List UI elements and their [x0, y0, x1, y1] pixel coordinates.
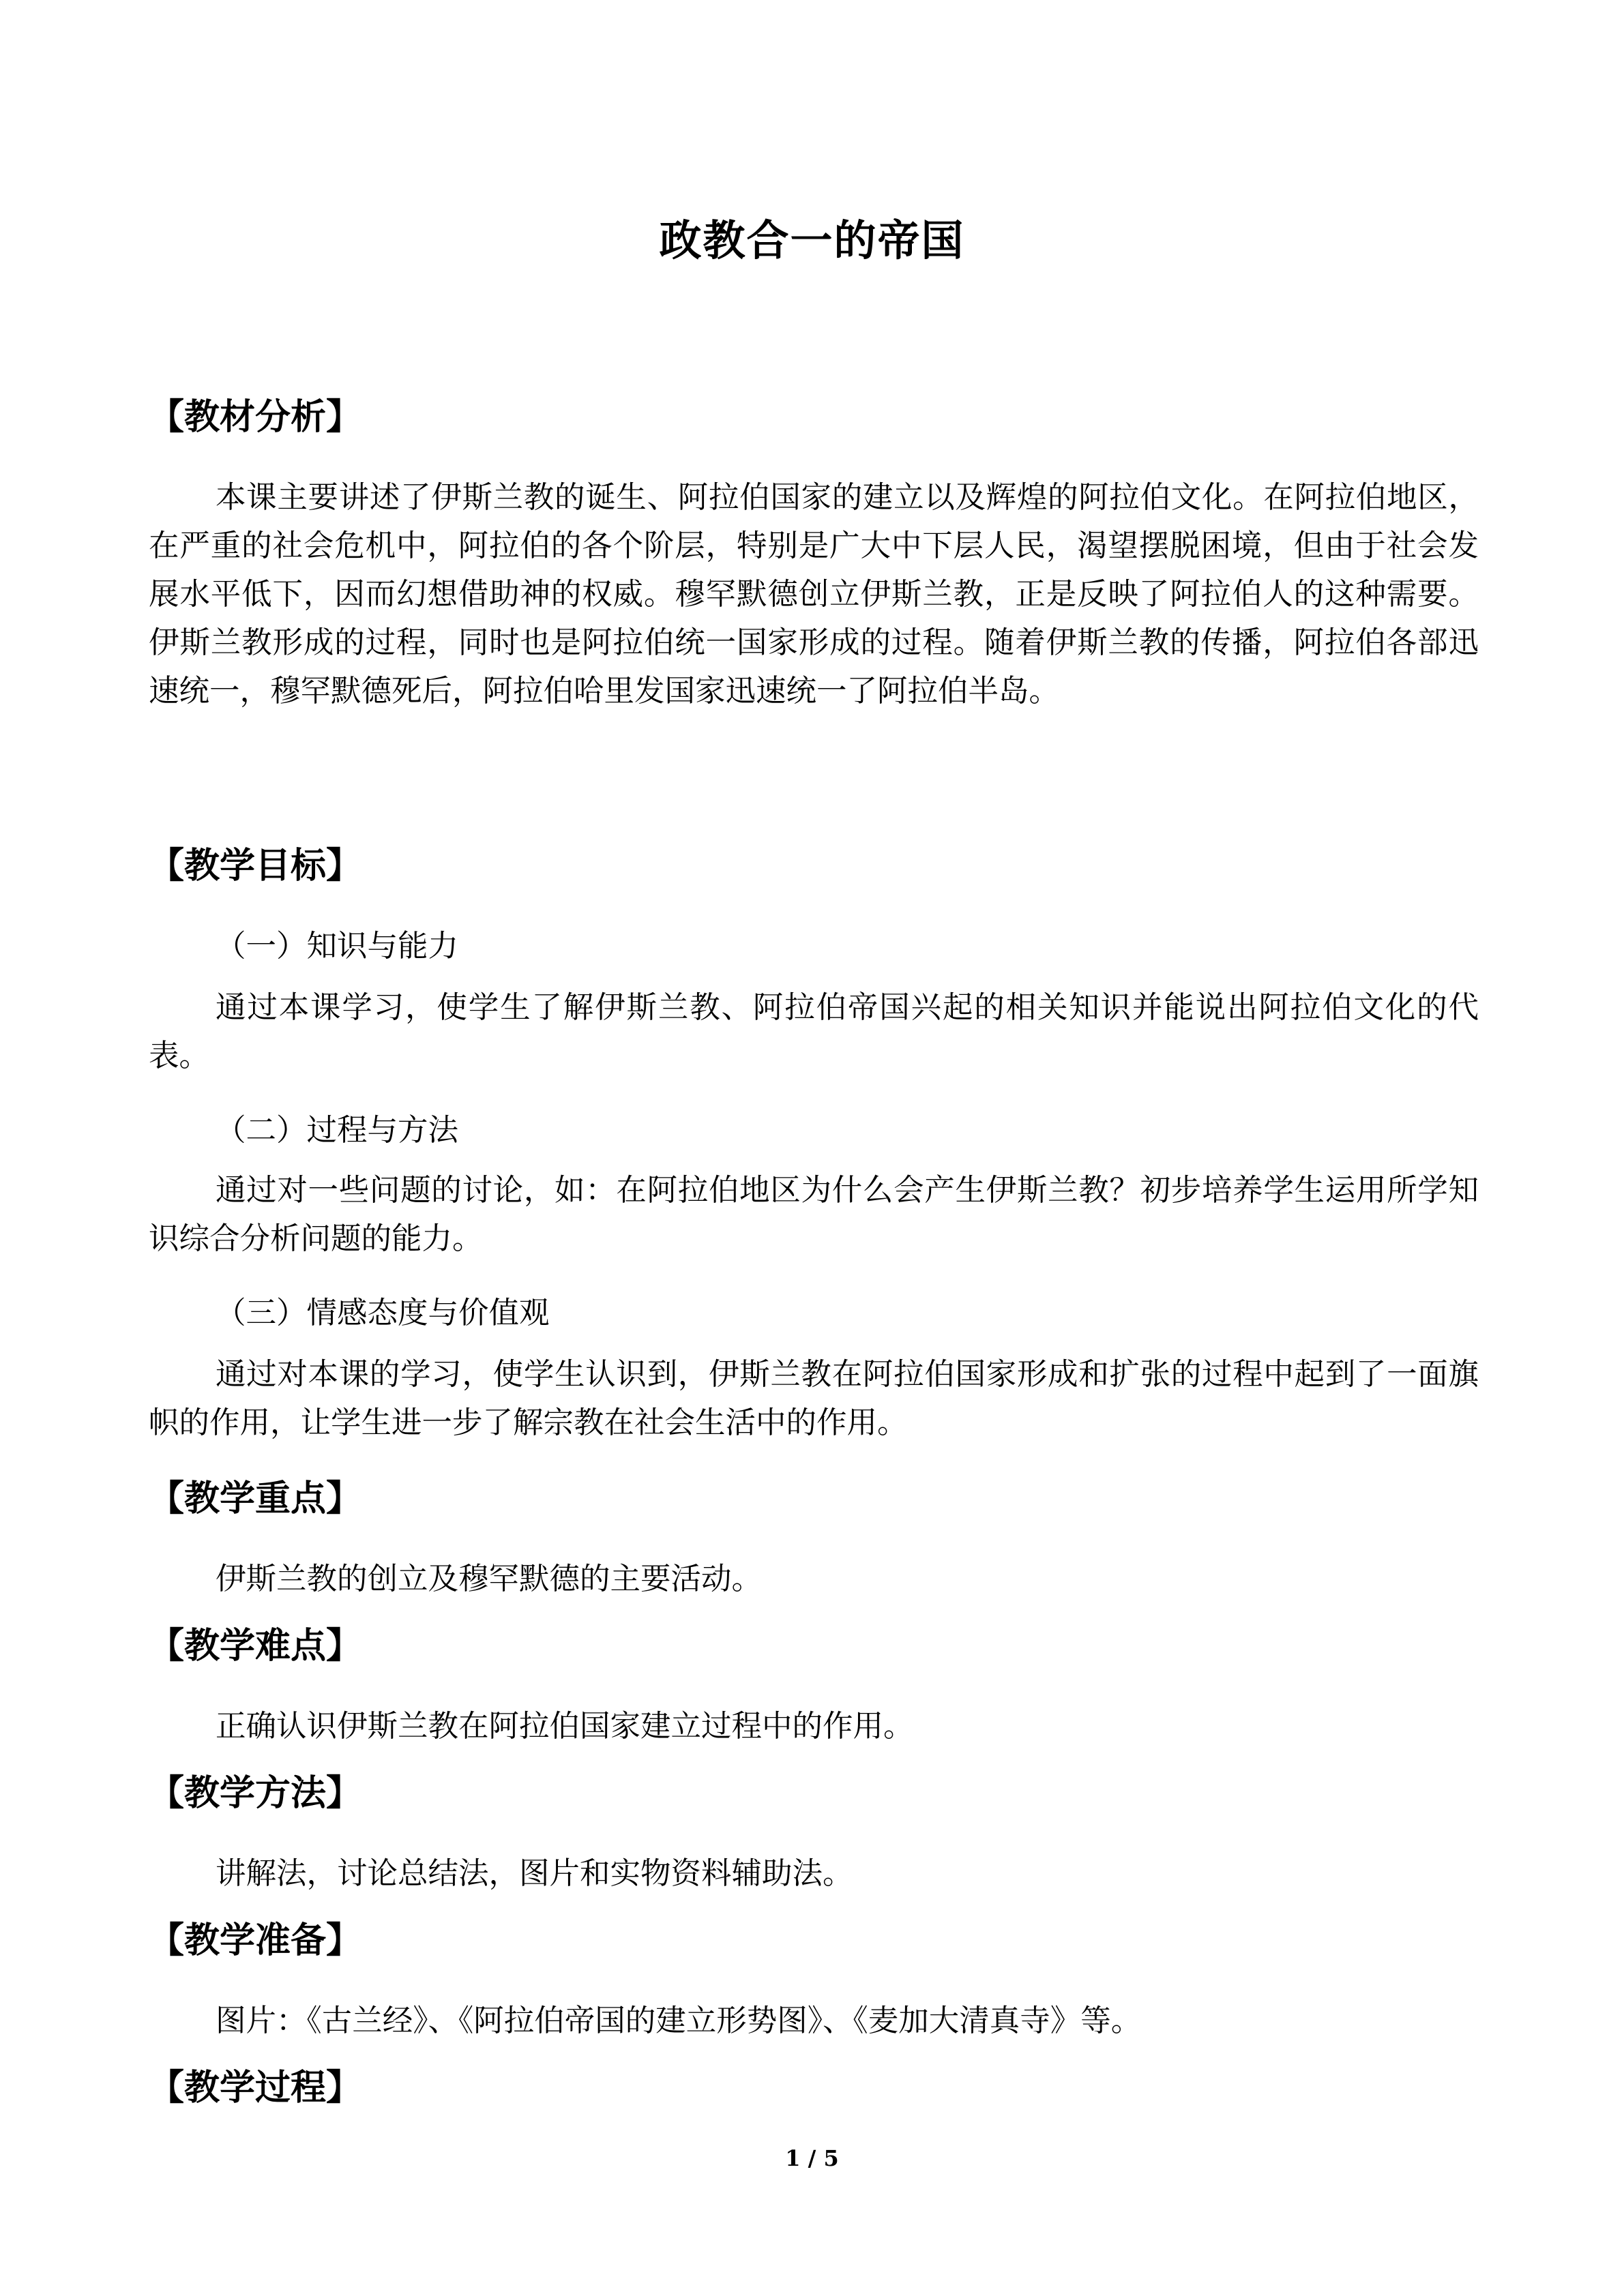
- subheading-emotion-values: （三）情感态度与价值观: [216, 1296, 550, 1330]
- paragraph-emotion-values: 通过对本课的学习，使学生认识到，伊斯兰教在阿拉伯国家形成和扩张的过程中起到了一面旗帜的作用，让学生进一步了解宗教在社会生活中的作用。: [149, 1357, 1479, 1440]
- heading-difficulties: 【教学难点】: [149, 1626, 362, 1667]
- subheading-knowledge-ability: （一）知识与能力: [216, 929, 459, 964]
- heading-teaching-methods: 【教学方法】: [149, 1773, 362, 1814]
- heading-teaching-preparation: 【教学准备】: [149, 1920, 362, 1961]
- paragraph-process-method: 通过对一些问题的讨论，如：在阿拉伯地区为什么会产生伊斯兰教？初步培养学生运用所学知识综合分析问题的能力。: [149, 1173, 1479, 1256]
- subheading-process-method: （二）过程与方法: [216, 1113, 459, 1148]
- paragraph-knowledge-ability: 通过本课学习，使学生了解伊斯兰教、阿拉伯帝国兴起的相关知识并能说出阿拉伯文化的代表。: [149, 990, 1479, 1073]
- paragraph-key-points: 伊斯兰教的创立及穆罕默德的主要活动。: [216, 1562, 763, 1596]
- heading-teaching-process: 【教学过程】: [149, 2068, 362, 2108]
- heading-textbook-analysis: 【教材分析】: [149, 397, 362, 438]
- paragraph-teaching-methods: 讲解法，讨论总结法，图片和实物资料辅助法。: [216, 1856, 853, 1891]
- document-title: 政教合一的帝国: [659, 215, 965, 265]
- heading-key-points: 【教学重点】: [149, 1478, 362, 1519]
- paragraph-teaching-preparation: 图片：《古兰经》、《阿拉伯帝国的建立形势图》、《麦加大清真寺》等。: [216, 2003, 1142, 2038]
- page-number: 1 / 5: [785, 2145, 839, 2171]
- heading-teaching-goals: 【教学目标】: [149, 846, 362, 886]
- paragraph-textbook-analysis: 本课主要讲述了伊斯兰教的诞生、阿拉伯国家的建立以及辉煌的阿拉伯文化。在阿拉伯地区，在严重的社会危机中，阿拉伯的各个阶层，特别是广大中下层人民，渴望摆脱困境，但由于社会发展水平低下，因而幻想借助神的权威。穆罕默德创立伊斯兰教，正是反映了阿拉伯人的这种需要。伊斯兰教形成的过程，同时也是阿拉伯统一国家形成的过程。随着伊斯兰教的传播，阿拉伯各部迅速统一，穆罕默德死后，阿拉伯哈里发国家迅速统一了阿拉伯半岛。: [149, 480, 1479, 709]
- paragraph-difficulties: 正确认识伊斯兰教在阿拉伯国家建立过程中的作用。: [216, 1709, 914, 1744]
